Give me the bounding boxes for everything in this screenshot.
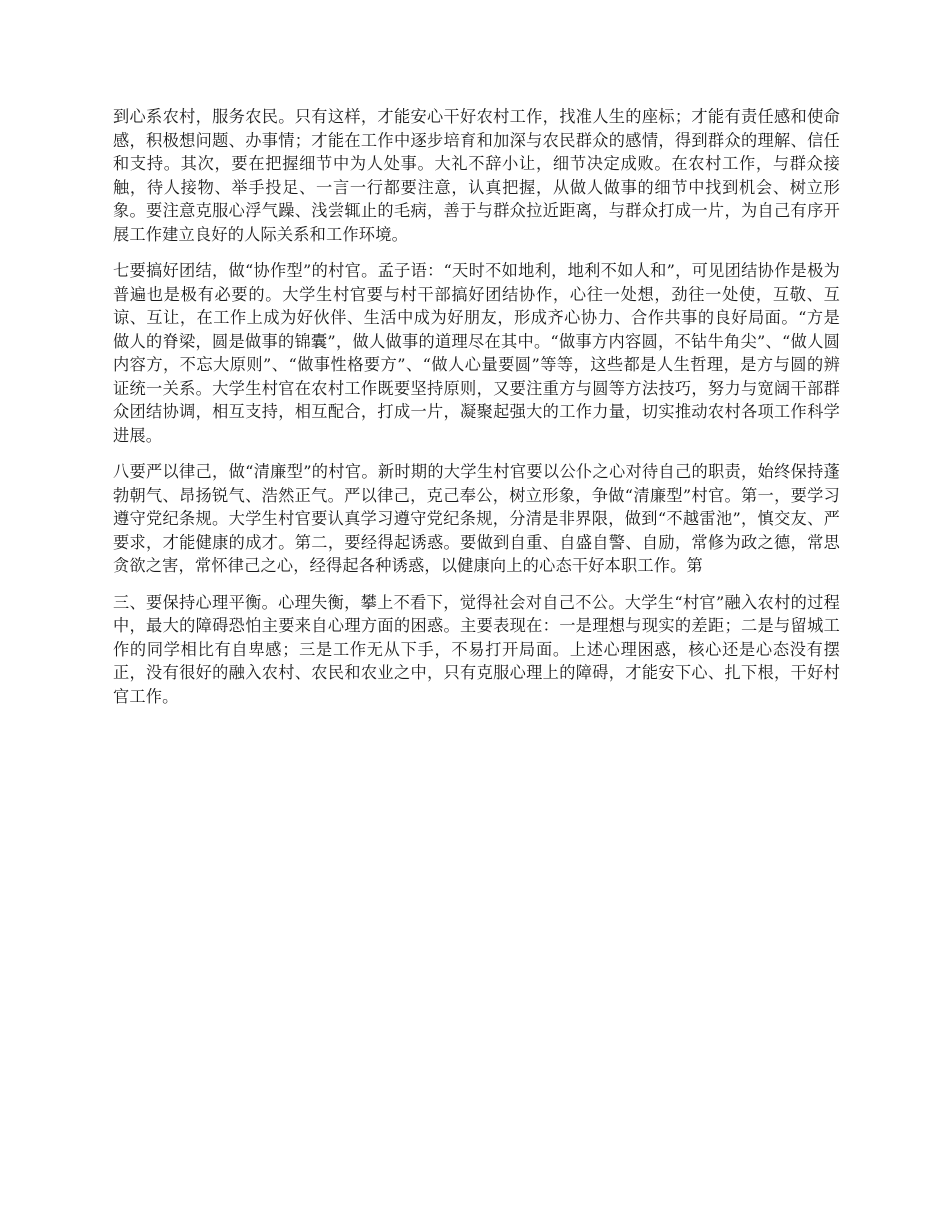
paragraph-3: 八要严以律己，做“清廉型”的村官。新时期的大学生村官要以公仆之心对待自己的职责，始终保持蓬勃朝气、昂扬锐气、浩然正气。严以律己，克己奉公，树立形象，争做“清廉型”村官。第一，要学习遵守党纪条规。大学生村官要认真学习遵守党纪条规，分清是非界限，做到“不越雷池”，慎交友、严要求，才能健康的成才。第二，要经得起诱惑。要做到自重、自盛自警、自励，常修为政之德，常思贪欲之害，常怀律己之心，经得起各种诱惑，以健康向上的心态干好本职工作。第 [113, 462, 840, 575]
document-page [113, 105, 840, 721]
paragraph-2: 七要搞好团结，做“协作型”的村官。孟子语：“天时不如地利，地利不如人和”，可见团结协作是极为普遍也是极有必要的。大学生村官要与村干部搞好团结协作，心往一处想，劲往一处使，互敬、互谅、互让，在工作上成为好伙伴、生活中成为好朋友，形成齐心协力、合作共事的良好局面。“方是做人的脊梁，圆是做事的锦囊”，做人做事的道理尽在其中。“做事方内容圆，不钻牛角尖”、“做人圆内容方，不忘大原则”、“做事性格要方”、“做人心量要圆”等等，这些都是人生哲理，是方与圆的辨证统一关系。大学生村官在农村工作既要坚持原则，又要注重方与圆等方法技巧，努力与宽阔干部群众团结协调，相互支持，相互配合，打成一片，凝聚起强大的工作力量，切实推动农村各项工作科学进展。 [113, 261, 840, 445]
paragraph-1: 到心系农村，服务农民。只有这样，才能安心干好农村工作，找准人生的座标；才能有责任感和使命感，积极想问题、办事情；才能在工作中逐步培育和加深与农民群众的感情，得到群众的理解、信任和支持。其次，要在把握细节中为人处事。大礼不辞小让，细节决定成败。在农村工作，与群众接触，待人接物、举手投足、一言一行都要注意，认真把握，从做人做事的细节中找到机会、树立形象。要注意克服心浮气躁、浅尝辄止的毛病，善于与群众拉近距离，与群众打成一片，为自己有序开展工作建立良好的人际关系和工作环境。 [113, 107, 840, 244]
paragraph-4: 三、要保持心理平衡。心理失衡，攀上不看下，觉得社会对自己不公。大学生“村官”融入农村的过程中，最大的障碍恐怕主要来自心理方面的困惑。主要表现在：一是理想与现实的差距；二是与留城工作的同学相比有自卑感；三是工作无从下手，不易打开局面。上述心理困惑，核心还是心态没有摆正，没有很好的融入农村、农民和农业之中，只有克服心理上的障碍，才能安下心、扎下根，干好村官工作。 [113, 592, 840, 706]
